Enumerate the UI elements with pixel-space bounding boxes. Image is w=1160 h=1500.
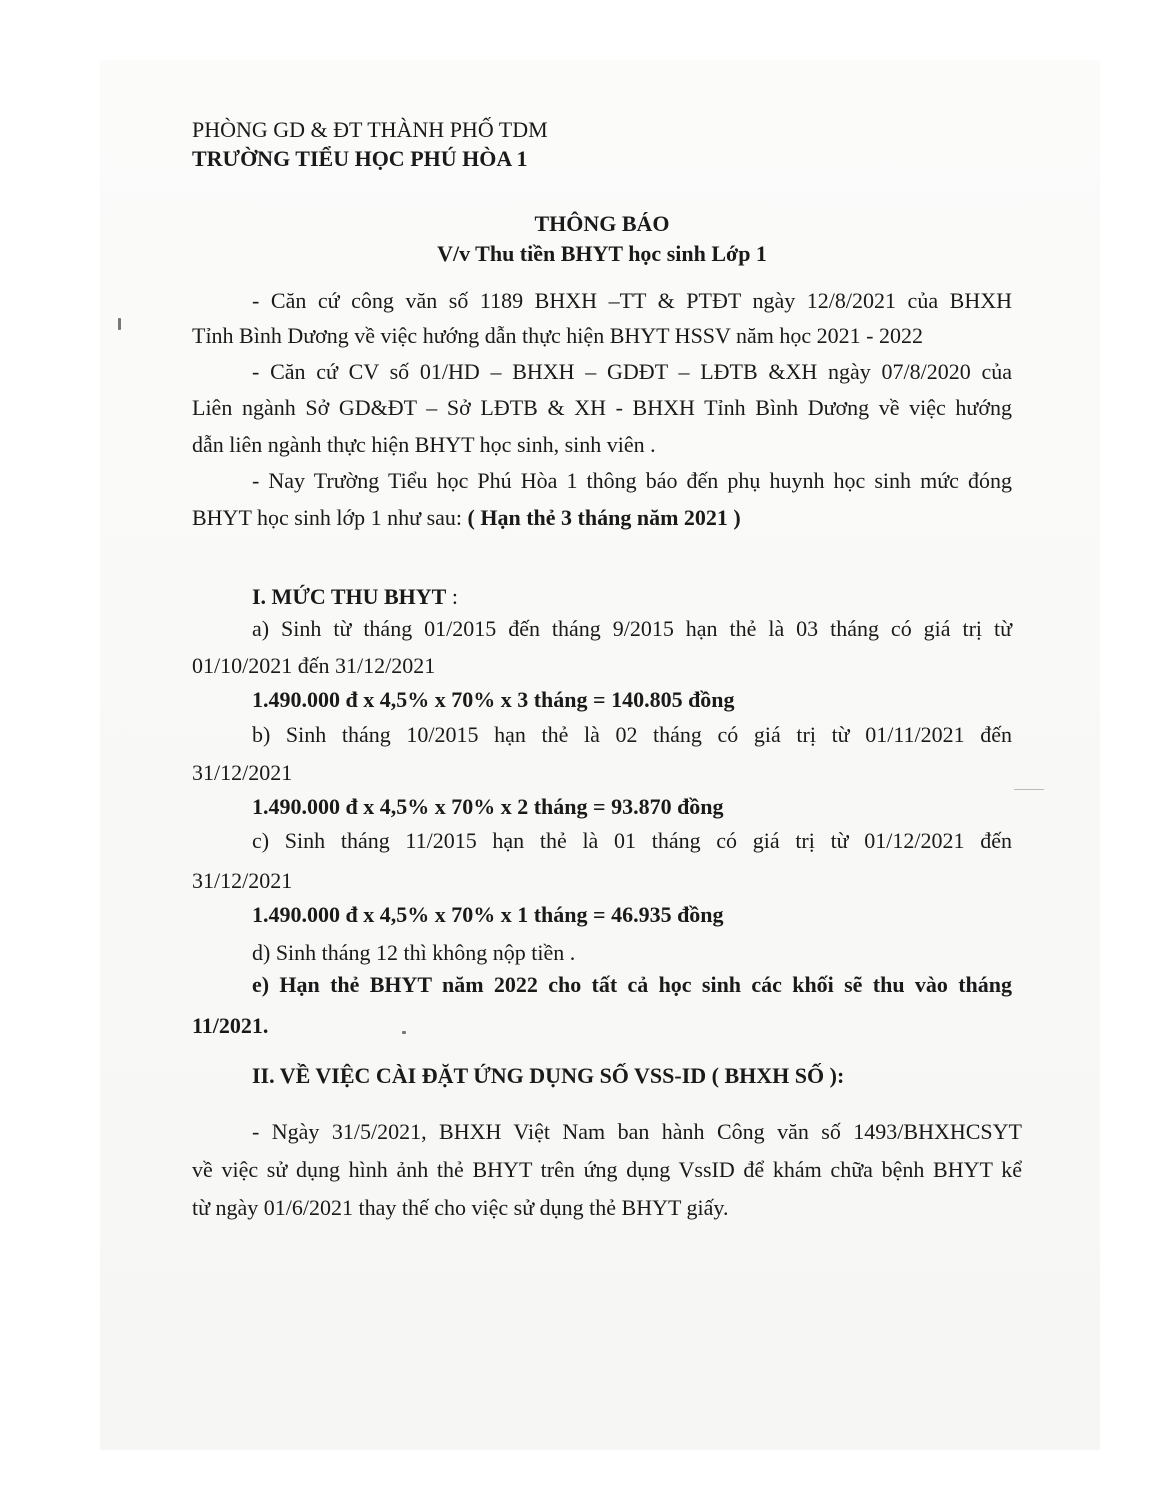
section-1-title: I. MỨC THU BHYT — [252, 584, 447, 609]
item-a-line: a) Sinh từ tháng 01/2015 đến tháng 9/2015 hạn thẻ là 03 tháng có giá trị từ — [252, 616, 1012, 641]
preamble-line: - Căn cứ CV số 01/HD – BHXH – GDĐT – LĐTB &XH ngày 07/8/2020 của — [252, 359, 1012, 384]
section-2-heading: II. VỀ VIỆC CÀI ĐẶT ỨNG DỤNG SỐ VSS-ID ( BHXH SỐ ): — [252, 1063, 845, 1088]
preamble-line: - Căn cứ công văn số 1189 BHXH –TT & PTĐT ngày 12/8/2021 của BHXH — [252, 288, 1012, 313]
item-c-line: 31/12/2021 — [192, 868, 293, 893]
item-e-line: e) Hạn thẻ BHYT năm 2022 cho tất cả học sinh các khối sẽ thu vào tháng — [252, 972, 1012, 997]
school-name: TRƯỜNG TIỂU HỌC PHÚ HÒA 1 — [192, 146, 528, 171]
section-1-heading — [252, 582, 458, 612]
card-term-note: ( Hạn thẻ 3 tháng năm 2021 ) — [467, 505, 741, 530]
preamble-line: Liên ngành Sở GD&ĐT – Sở LĐTB & XH - BHXH Tỉnh Bình Dương về việc hướng — [192, 395, 1012, 420]
preamble-line: dẫn liên ngành thực hiện BHYT học sinh, sinh viên . — [192, 432, 656, 457]
item-b-line: b) Sinh tháng 10/2015 hạn thẻ là 02 tháng có giá trị từ 01/11/2021 đến — [252, 722, 1012, 747]
item-c-line: c) Sinh tháng 11/2015 hạn thẻ là 01 tháng có giá trị từ 01/12/2021 đến — [252, 828, 1012, 853]
scan-speck — [118, 318, 121, 330]
section-2-line: về việc sử dụng hình ảnh thẻ BHYT trên ứng dụng VssID để khám chữa bệnh BHYT kể — [192, 1157, 1022, 1182]
preamble-text: BHYT học sinh lớp 1 như sau: — [192, 505, 468, 530]
scan-speck — [1014, 789, 1044, 790]
scan-speck — [402, 1031, 406, 1034]
section-2-line: từ ngày 01/6/2021 thay thế cho việc sử dụng thẻ BHYT giấy. — [192, 1195, 729, 1220]
department-name: PHÒNG GD & ĐT THÀNH PHỐ TDM — [192, 117, 548, 142]
item-d-line: d) Sinh tháng 12 thì không nộp tiền . — [252, 940, 576, 965]
preamble-line — [192, 503, 741, 533]
preamble-line: Tỉnh Bình Dương về việc hướng dẫn thực hiện BHYT HSSV năm học 2021 - 2022 — [192, 323, 923, 348]
item-b-line: 31/12/2021 — [192, 760, 293, 785]
item-b-formula: 1.490.000 đ x 4,5% x 70% x 2 tháng = 93.870 đồng — [252, 794, 724, 819]
document-subject: V/v Thu tiền BHYT học sinh Lớp 1 — [437, 241, 767, 266]
preamble-line: - Nay Trường Tiểu học Phú Hòa 1 thông báo đến phụ huynh học sinh mức đóng — [252, 468, 1012, 493]
section-1-colon: : — [446, 584, 458, 609]
item-c-formula: 1.490.000 đ x 4,5% x 70% x 1 tháng = 46.935 đồng — [252, 902, 724, 927]
item-a-formula: 1.490.000 đ x 4,5% x 70% x 3 tháng = 140.805 đồng — [252, 687, 735, 712]
document-title: THÔNG BÁO — [534, 211, 670, 236]
item-e-line: 11/2021. — [192, 1013, 269, 1038]
section-2-line: - Ngày 31/5/2021, BHXH Việt Nam ban hành Công văn số 1493/BHXHCSYT — [252, 1119, 1022, 1144]
item-a-line: 01/10/2021 đến 31/12/2021 — [192, 653, 436, 678]
